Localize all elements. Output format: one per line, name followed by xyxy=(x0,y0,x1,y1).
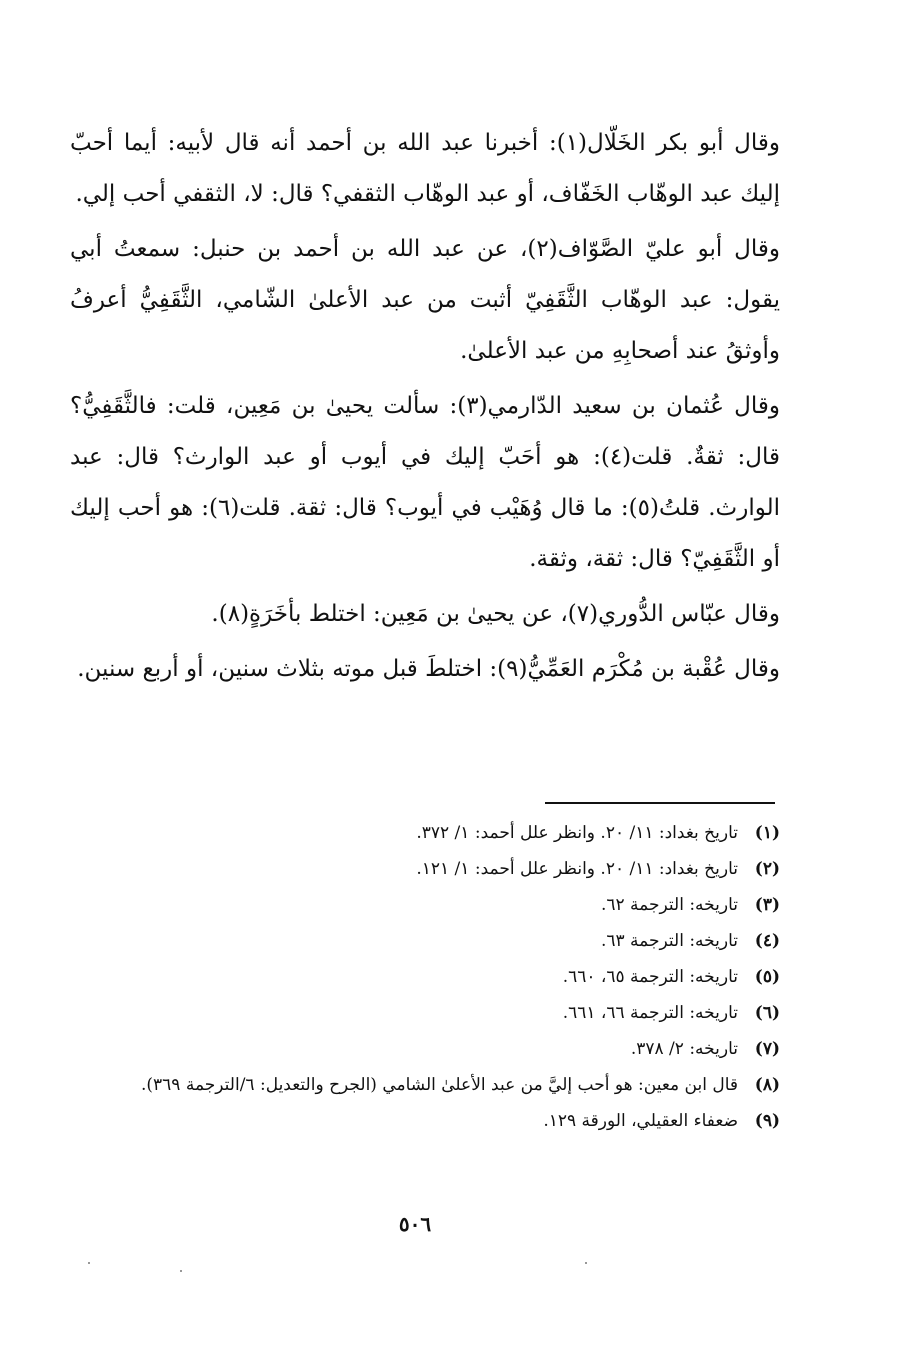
footnote xyxy=(75,1031,780,1067)
footnote-number: (٧) xyxy=(754,1039,780,1059)
footnote-number: (٥) xyxy=(754,967,780,987)
footnote-text: تاريخه: الترجمة ٦٦، ٦٦١. xyxy=(562,1003,738,1023)
footnote-text: تاريخه: الترجمة ٦٣. xyxy=(600,931,738,951)
footnote xyxy=(75,1103,780,1139)
footnote-number: (٩) xyxy=(754,1111,780,1131)
scan-speck xyxy=(88,1262,90,1264)
paragraph: وقال أبو بكر الخَلّال(١): أخبرنا عبد الله بن أحمد أنه قال لأبيه: أيما أحبّ إليك عبد الوهّاب الخَفّاف، أو عبد الوهّاب الثقفي؟ قال: لا، الثقفي أحب إلي. xyxy=(70,130,780,207)
paragraph: وقال أبو عليّ الصَّوّاف(٢)، عن عبد الله بن أحمد بن حنبل: سمعتُ أبي يقول: عبد الوهّاب الثَّقَفِيّ أثبت من عبد الأعلىٰ الشّامي، الثَّقَفِيُّ أعرفُ وأوثقُ عند أصحابِهِ من عبد الأعلىٰ. xyxy=(70,236,781,364)
footnote-number: (٨) xyxy=(754,1075,780,1095)
footnote-text: تاريخه: الترجمة ٦٢. xyxy=(600,895,738,915)
footnote-text: تاريخ بغداد: ١١/ ٢٠. وانظر علل أحمد: ١/ ٣٧٢. xyxy=(416,823,738,843)
footnote-separator xyxy=(545,802,775,804)
paragraph: وقال عُثمان بن سعيد الدّارمي(٣): سألت يحيىٰ بن مَعِين، قلت: فالثَّقَفِيُّ؟ قال: ثقةٌ. قلت(٤): هو أحَبّ إليك في أيوب أو عبد الوارث؟ قال: عبد الوارث. قلتُ(٥): ما قال وُهَيْب في أيوب؟ قال: ثقة. قلت(٦): هو أحب إليك أو الثَّقَفِيّ؟ قال: ثقة، وثقة. xyxy=(70,393,780,572)
footnote-text: تاريخ بغداد: ١١/ ٢٠. وانظر علل أحمد: ١/ ١٢١. xyxy=(416,859,738,879)
footnote xyxy=(75,815,780,851)
footnote-text: تاريخه: الترجمة ٦٥، ٦٦٠. xyxy=(562,967,738,987)
footnote-text: ضعفاء العقيلي، الورقة ١٢٩. xyxy=(543,1111,738,1131)
footnote xyxy=(75,995,780,1031)
footnote-number: (٤) xyxy=(754,931,780,951)
footnote xyxy=(75,1067,780,1103)
footnote-number: (٣) xyxy=(754,895,780,915)
paragraph: وقال عبّاس الدُّوري(٧)، عن يحيىٰ بن مَعِين: اختلط بأخَرَةٍ(٨). xyxy=(211,601,780,627)
page-number: ٥٠٦ xyxy=(398,1212,432,1236)
footnote-number: (٢) xyxy=(754,859,780,879)
footnotes xyxy=(75,815,780,1139)
footnote-number: (٦) xyxy=(754,1003,780,1023)
scan-speck xyxy=(180,1270,182,1272)
footnote-text: تاريخه: ٢/ ٣٧٨. xyxy=(630,1039,738,1059)
footnote xyxy=(75,851,780,887)
paragraph: وقال عُقْبة بن مُكْرَم العَمِّيُّ(٩): اختلطَ قبل موته بثلاث سنين، أو أربع سنين. xyxy=(77,656,780,682)
footnote-text: قال ابن معين: هو أحب إليَّ من عبد الأعلىٰ الشامي (الجرح والتعديل: ٦/الترجمة ٣٦٩). xyxy=(140,1075,738,1095)
footnote xyxy=(75,959,780,995)
footnote xyxy=(75,887,780,923)
scan-speck xyxy=(585,1262,587,1264)
footnote xyxy=(75,923,780,959)
main-text xyxy=(70,118,780,699)
footnote-number: (١) xyxy=(754,823,780,843)
